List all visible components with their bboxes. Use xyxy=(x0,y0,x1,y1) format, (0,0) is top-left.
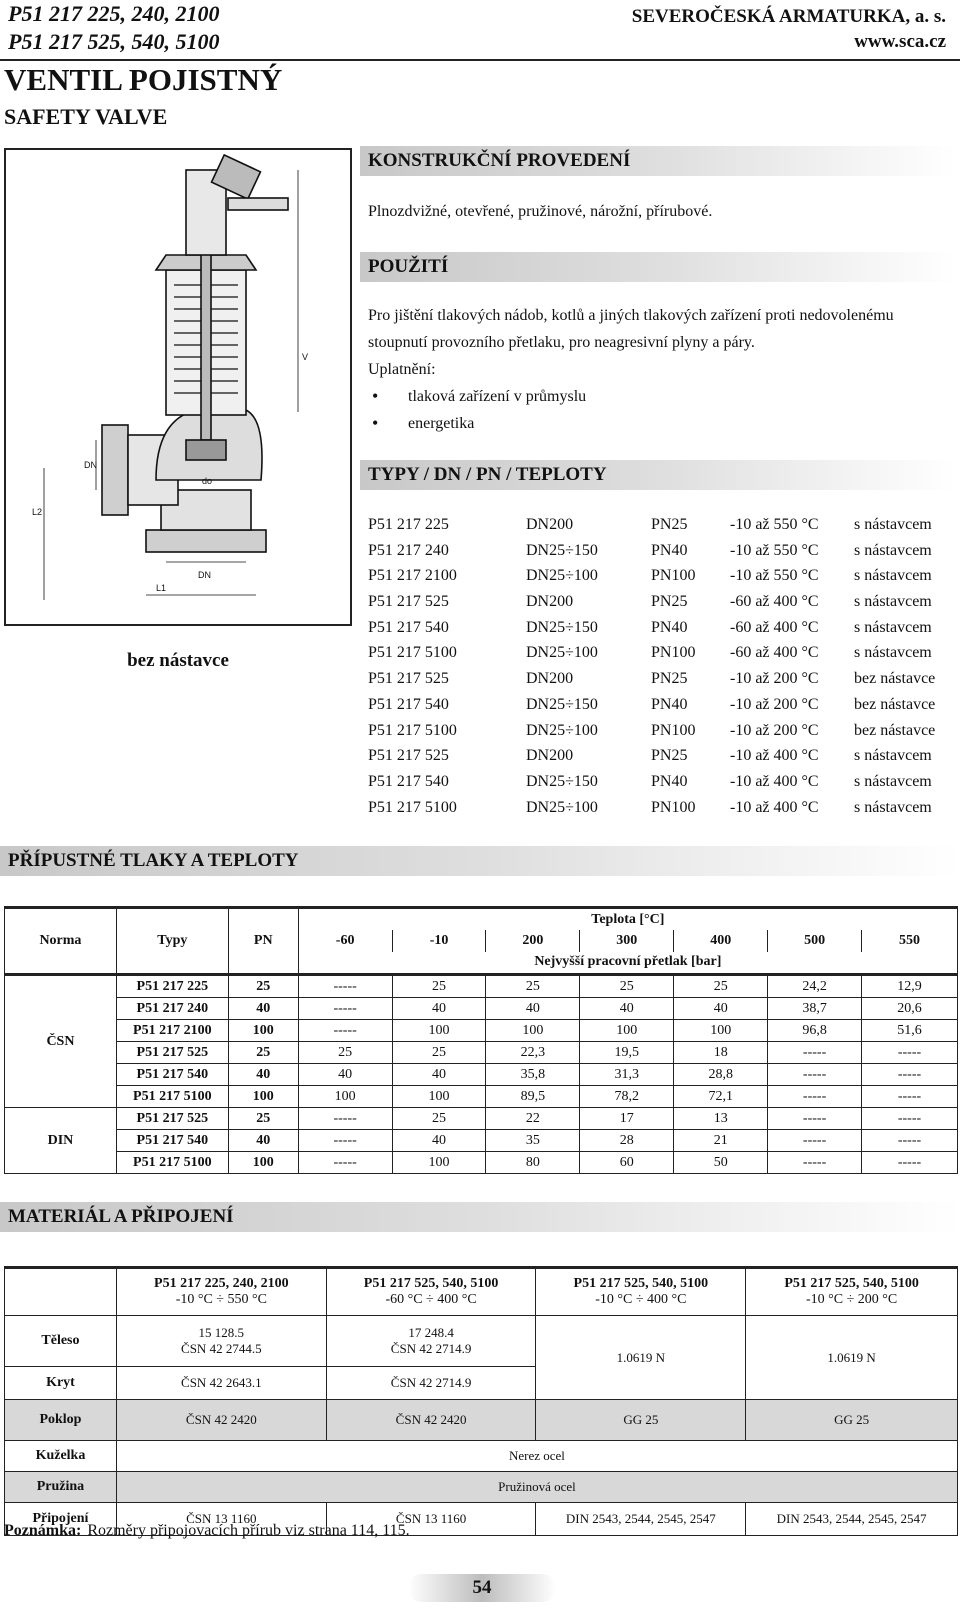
row-label-pripojeni: Připojení xyxy=(5,1503,117,1536)
norma-group: DIN xyxy=(5,1108,117,1174)
type-cell: s nástavcem xyxy=(854,516,932,533)
section-material-heading: MATERIÁL A PŘIPOJENÍ xyxy=(0,1202,960,1232)
pressure-cell: 25 xyxy=(392,1108,486,1130)
type-cell: P51 217 225 xyxy=(368,516,449,533)
table-row xyxy=(5,1020,958,1042)
header-type-codes xyxy=(8,0,219,56)
pressure-cell: ----- xyxy=(862,1108,958,1130)
list-item xyxy=(368,512,954,538)
type-cell: P51 217 540 xyxy=(116,1064,228,1086)
col-range: -60 °C ÷ 400 °C xyxy=(385,1292,477,1307)
konstrukce-text: Plnozdvižné, otevřené, pružinové, nárožní, přírubové. xyxy=(368,203,713,220)
row-label-teleso: Těleso xyxy=(5,1316,117,1367)
row-label-kryt: Kryt xyxy=(5,1367,117,1400)
row-label-pruzina: Pružina xyxy=(5,1472,117,1503)
pressure-cell: 100 xyxy=(674,1020,768,1042)
pressure-cell: 40 xyxy=(674,998,768,1020)
note xyxy=(4,1522,410,1540)
material-cell: 1.0619 N xyxy=(536,1316,746,1400)
pn-cell: 40 xyxy=(228,1130,298,1152)
type-cell: PN25 xyxy=(651,593,688,611)
pressure-cell: 40 xyxy=(486,998,580,1020)
list-item xyxy=(368,718,954,744)
dim-label: DN xyxy=(84,460,97,470)
company-website[interactable]: www.sca.cz xyxy=(854,31,946,52)
type-cell: DN25÷150 xyxy=(526,541,598,559)
dim-label: L1 xyxy=(156,583,167,593)
material-code: ČSN 42 2714.9 xyxy=(390,1341,472,1356)
pouziti-line1: Pro jištění tlakových nádob, kotlů a jiných tlakových zařízení proti nedovolenému xyxy=(368,307,894,324)
type-cell: -60 až 400 °C xyxy=(730,593,819,611)
row-label-kuzelka: Kuželka xyxy=(5,1441,117,1472)
pressure-table xyxy=(4,906,958,1174)
pressure-cell: ----- xyxy=(768,1064,862,1086)
pressure-cell: ----- xyxy=(768,1152,862,1174)
norma-group: ČSN xyxy=(5,975,117,1108)
dim-label: V xyxy=(302,352,309,362)
col-types: P51 217 525, 540, 5100 xyxy=(784,1276,919,1291)
material-cell: DIN 2543, 2544, 2545, 2547 xyxy=(536,1503,746,1536)
type-cell: P51 217 525 xyxy=(368,747,449,765)
type-cell: DN25÷100 xyxy=(526,567,598,585)
material-cell: Nerez ocel xyxy=(116,1441,957,1472)
pressure-cell: 50 xyxy=(674,1152,768,1174)
pressure-cell: 35,8 xyxy=(486,1064,580,1086)
list-item xyxy=(368,666,954,692)
temp-header: 300 xyxy=(580,930,674,952)
col-header-norma: Norma xyxy=(5,908,117,975)
pressure-cell: 78,2 xyxy=(580,1086,674,1108)
type-cell: P51 217 540 xyxy=(116,1130,228,1152)
material-cell: DIN 2543, 2544, 2545, 2547 xyxy=(746,1503,958,1536)
pressure-cell: ----- xyxy=(862,1130,958,1152)
row-label-poklop: Poklop xyxy=(5,1400,117,1441)
note-label: Poznámka: xyxy=(4,1522,82,1539)
pressure-cell: 40 xyxy=(580,998,674,1020)
type-cell: s nástavcem xyxy=(854,644,932,662)
pressure-cell: 51,6 xyxy=(862,1020,958,1042)
table-row xyxy=(5,975,958,998)
list-item xyxy=(368,589,954,615)
pressure-cell: 100 xyxy=(298,1086,392,1108)
company-name: SEVEROČESKÁ ARMATURKA, a. s. xyxy=(631,6,946,27)
dim-label: do xyxy=(202,476,213,486)
pressure-cell: 40 xyxy=(392,998,486,1020)
pressure-cell: 24,2 xyxy=(768,975,862,998)
pressure-cell: 40 xyxy=(298,1064,392,1086)
col-types: P51 217 525, 540, 5100 xyxy=(573,1276,709,1291)
pressure-cell: 25 xyxy=(392,1042,486,1064)
pressure-cell: 100 xyxy=(392,1152,486,1174)
pressure-cell: 21 xyxy=(674,1130,768,1152)
material-table xyxy=(4,1266,958,1536)
pressure-cell: 12,9 xyxy=(862,975,958,998)
pressure-cell: 25 xyxy=(674,975,768,998)
col-header-pn: PN xyxy=(228,908,298,975)
pressure-cell: 20,6 xyxy=(862,998,958,1020)
list-item: • energetika xyxy=(368,410,586,437)
valve-drawing xyxy=(4,148,352,626)
type-cell: P51 217 525 xyxy=(116,1042,228,1064)
page-title: VENTIL POJISTNÝ xyxy=(4,62,283,97)
type-cell: PN25 xyxy=(651,670,688,688)
dim-label: L2 xyxy=(32,507,43,517)
pressure-cell: 100 xyxy=(486,1020,580,1042)
type-cell: bez nástavce xyxy=(854,721,936,739)
pouziti-line2: stoupnutí provozního přetlaku, pro neagresivní plyny a páry. xyxy=(368,334,755,351)
section-konstrukce-heading: KONSTRUKČNÍ PROVEDENÍ xyxy=(360,146,956,176)
pn-cell: 40 xyxy=(228,1064,298,1086)
pn-cell: 100 xyxy=(228,1086,298,1108)
col-range: -10 °C ÷ 400 °C xyxy=(595,1292,687,1307)
pressure-cell: 25 xyxy=(392,975,486,998)
pressure-cell: 89,5 xyxy=(486,1086,580,1108)
temp-header: 550 xyxy=(862,930,958,952)
dim-label: DN xyxy=(198,570,211,580)
type-cell: -10 až 200 °C xyxy=(730,721,819,739)
page-number: 54 xyxy=(408,1574,556,1602)
table-row xyxy=(5,1152,958,1174)
type-cell: -10 až 200 °C xyxy=(730,695,819,713)
material-cell: ČSN 42 2714.9 xyxy=(326,1367,536,1400)
pn-cell: 100 xyxy=(228,1152,298,1174)
type-cell: s nástavcem xyxy=(854,593,932,611)
pressure-cell: ----- xyxy=(768,1042,862,1064)
type-cell: -60 až 400 °C xyxy=(730,618,819,636)
type-cell: -60 až 400 °C xyxy=(730,644,819,662)
pressure-cell: ----- xyxy=(298,1130,392,1152)
types-list xyxy=(368,512,954,820)
list-item: • tlaková zařízení v průmyslu xyxy=(368,383,586,410)
pressure-cell: ----- xyxy=(298,1020,392,1042)
type-cell: PN100 xyxy=(651,644,696,662)
type-cell: DN200 xyxy=(526,516,574,533)
material-corner xyxy=(5,1268,117,1316)
type-cell: P51 217 5100 xyxy=(116,1152,228,1174)
pressure-cell: 35 xyxy=(486,1130,580,1152)
uplatneni-label: Uplatnění: xyxy=(368,361,436,378)
type-cell: DN25÷100 xyxy=(526,721,598,739)
material-cell: GG 25 xyxy=(746,1400,958,1441)
type-cell: DN25÷100 xyxy=(526,798,598,816)
teplota-label-cell xyxy=(298,908,957,931)
table-row xyxy=(5,1130,958,1152)
pressure-cell: ----- xyxy=(862,1042,958,1064)
type-cell: -10 až 550 °C xyxy=(730,516,819,533)
material-cell: 1.0619 N xyxy=(746,1316,958,1400)
teplota-label: Teplota [°C] xyxy=(591,911,665,927)
pressure-cell: ----- xyxy=(768,1130,862,1152)
material-col-2 xyxy=(326,1268,536,1316)
pressure-cell: 38,7 xyxy=(768,998,862,1020)
pn-cell: 25 xyxy=(228,1042,298,1064)
material-code: ČSN 42 2744.5 xyxy=(181,1341,262,1356)
pressure-cell: 96,8 xyxy=(768,1020,862,1042)
type-cell: -10 až 550 °C xyxy=(730,541,819,559)
type-cell: P51 217 5100 xyxy=(368,644,457,662)
type-cell: PN25 xyxy=(651,747,688,765)
temp-header: 200 xyxy=(486,930,580,952)
type-cell: P51 217 5100 xyxy=(116,1086,228,1108)
temp-header: 400 xyxy=(674,930,768,952)
type-cell: P51 217 540 xyxy=(368,772,449,790)
material-code: 15 128.5 xyxy=(198,1325,245,1340)
pressure-cell: ----- xyxy=(298,998,392,1020)
pressure-label-cell xyxy=(298,952,957,975)
type-cell: -10 až 550 °C xyxy=(730,567,819,585)
type-cell: P51 217 525 xyxy=(368,593,449,611)
type-cell: P51 217 240 xyxy=(368,541,449,559)
pressure-cell: 100 xyxy=(392,1086,486,1108)
pressure-cell: ----- xyxy=(298,975,392,998)
pressure-cell: 22,3 xyxy=(486,1042,580,1064)
col-range: -10 °C ÷ 200 °C xyxy=(806,1292,898,1307)
type-cell: P51 217 540 xyxy=(368,695,449,713)
type-cell: PN40 xyxy=(651,695,688,713)
type-cell: s nástavcem xyxy=(854,772,932,790)
type-cell: s nástavcem xyxy=(854,567,932,585)
type-cell: PN40 xyxy=(651,618,688,636)
table-row xyxy=(5,1086,958,1108)
type-cell: DN200 xyxy=(526,593,574,611)
type-cell: P51 217 525 xyxy=(116,1108,228,1130)
type-cell: s nástavcem xyxy=(854,798,932,816)
type-cell: -10 až 200 °C xyxy=(730,670,819,688)
list-item xyxy=(368,615,954,641)
material-code: 17 248.4 xyxy=(408,1325,454,1340)
temp-header: 500 xyxy=(768,930,862,952)
pressure-cell: 13 xyxy=(674,1108,768,1130)
page-subtitle: SAFETY VALVE xyxy=(4,104,168,129)
material-cell: ČSN 42 2643.1 xyxy=(116,1367,326,1400)
type-cell: P51 217 540 xyxy=(368,618,449,636)
note-text: Rozměry připojovacích přírub viz strana 114, 115. xyxy=(87,1522,410,1539)
type-cell: PN100 xyxy=(651,798,696,816)
pressure-cell: ----- xyxy=(862,1152,958,1174)
material-col-1 xyxy=(116,1268,326,1316)
pressure-cell: 100 xyxy=(580,1020,674,1042)
header-company xyxy=(632,4,946,54)
type-cell: -10 až 400 °C xyxy=(730,798,819,816)
type-cell: bez nástavce xyxy=(854,695,936,713)
type-cell: DN25÷150 xyxy=(526,772,598,790)
pressure-cell: 28,8 xyxy=(674,1064,768,1086)
type-cell: DN25÷100 xyxy=(526,644,598,662)
material-cell: ČSN 42 2420 xyxy=(116,1400,326,1441)
type-cell: -10 až 400 °C xyxy=(730,772,819,790)
type-cell: P51 217 240 xyxy=(116,998,228,1020)
pressure-cell: 17 xyxy=(580,1108,674,1130)
table-row xyxy=(5,1064,958,1086)
col-range: -10 °C ÷ 550 °C xyxy=(175,1292,267,1307)
type-cell: s nástavcem xyxy=(854,541,932,559)
material-cell: ČSN 13 1160 xyxy=(116,1503,326,1536)
list-item xyxy=(368,692,954,718)
pressure-cell: 28 xyxy=(580,1130,674,1152)
type-cell: -10 až 400 °C xyxy=(730,747,819,765)
temp-header: -10 xyxy=(392,930,486,952)
col-header-typy: Typy xyxy=(116,908,228,975)
type-cell: P51 217 525 xyxy=(368,670,449,688)
pressure-cell: ----- xyxy=(768,1108,862,1130)
list-item xyxy=(368,563,954,589)
type-cell: PN25 xyxy=(651,516,688,533)
header-types-line2: P51 217 525, 540, 5100 xyxy=(8,29,220,54)
pressure-cell: 25 xyxy=(580,975,674,998)
list-item xyxy=(368,640,954,666)
temp-header: -60 xyxy=(298,930,392,952)
pressure-cell: 31,3 xyxy=(580,1064,674,1086)
pressure-cell: 72,1 xyxy=(674,1086,768,1108)
col-types: P51 217 525, 540, 5100 xyxy=(363,1276,499,1291)
pouziti-text xyxy=(368,302,894,383)
pressure-cell: 25 xyxy=(298,1042,392,1064)
section-tlaky-heading: PŘÍPUSTNÉ TLAKY A TEPLOTY xyxy=(0,846,960,876)
type-cell: PN40 xyxy=(651,772,688,790)
pn-cell: 25 xyxy=(228,1108,298,1130)
type-cell: PN40 xyxy=(651,541,688,559)
uplatneni-list xyxy=(368,383,586,437)
type-cell: s nástavcem xyxy=(854,618,932,636)
pressure-cell: ----- xyxy=(298,1108,392,1130)
type-cell: PN100 xyxy=(651,721,696,739)
material-cell: ČSN 42 2420 xyxy=(326,1400,536,1441)
table-row xyxy=(5,1108,958,1130)
material-cell: ČSN 13 1160 xyxy=(326,1503,536,1536)
pressure-cell: 18 xyxy=(674,1042,768,1064)
pressure-cell: 40 xyxy=(392,1130,486,1152)
type-cell: P51 217 5100 xyxy=(368,798,457,816)
type-cell: DN200 xyxy=(526,747,574,765)
material-col-4 xyxy=(746,1268,958,1316)
type-cell: s nástavcem xyxy=(854,747,932,765)
type-cell: P51 217 225 xyxy=(116,975,228,998)
pn-cell: 25 xyxy=(228,975,298,998)
drawing-caption: bez nástavce xyxy=(127,650,229,671)
section-pouziti-heading: POUŽITÍ xyxy=(360,252,956,282)
pressure-cell: ----- xyxy=(862,1064,958,1086)
material-cell: GG 25 xyxy=(536,1400,746,1441)
material-cell xyxy=(116,1316,326,1367)
pressure-cell: 100 xyxy=(392,1020,486,1042)
type-cell: DN25÷150 xyxy=(526,695,598,713)
pressure-cell: 25 xyxy=(486,975,580,998)
table-row xyxy=(5,998,958,1020)
type-cell: PN100 xyxy=(651,567,696,585)
pn-cell: 40 xyxy=(228,998,298,1020)
material-cell xyxy=(326,1316,536,1367)
type-cell: P51 217 2100 xyxy=(116,1020,228,1042)
header-divider xyxy=(0,59,960,61)
valve-drawing-svg xyxy=(6,150,350,624)
list-item xyxy=(368,743,954,769)
pressure-cell: 22 xyxy=(486,1108,580,1130)
pressure-label: Nejvyšší pracovní přetlak [bar] xyxy=(534,954,722,970)
material-cell: Pružinová ocel xyxy=(116,1472,957,1503)
pressure-cell: ----- xyxy=(298,1152,392,1174)
type-cell: DN25÷150 xyxy=(526,618,598,636)
type-cell: bez nástavce xyxy=(854,670,936,688)
type-cell: DN200 xyxy=(526,670,574,688)
table-row xyxy=(5,1042,958,1064)
header-types-line1: P51 217 225, 240, 2100 xyxy=(8,1,220,26)
list-item xyxy=(368,795,954,821)
pressure-cell: ----- xyxy=(768,1086,862,1108)
section-typy-heading: TYPY / DN / PN / TEPLOTY xyxy=(360,460,956,490)
pressure-cell: 19,5 xyxy=(580,1042,674,1064)
pressure-cell: 40 xyxy=(392,1064,486,1086)
list-item xyxy=(368,769,954,795)
pn-cell: 100 xyxy=(228,1020,298,1042)
type-cell: P51 217 5100 xyxy=(368,721,457,739)
pressure-cell: 80 xyxy=(486,1152,580,1174)
material-col-3 xyxy=(536,1268,746,1316)
pressure-cell: ----- xyxy=(862,1086,958,1108)
type-cell: P51 217 2100 xyxy=(368,567,457,585)
col-types: P51 217 225, 240, 2100 xyxy=(154,1276,289,1291)
list-item xyxy=(368,538,954,564)
pressure-cell: 60 xyxy=(580,1152,674,1174)
